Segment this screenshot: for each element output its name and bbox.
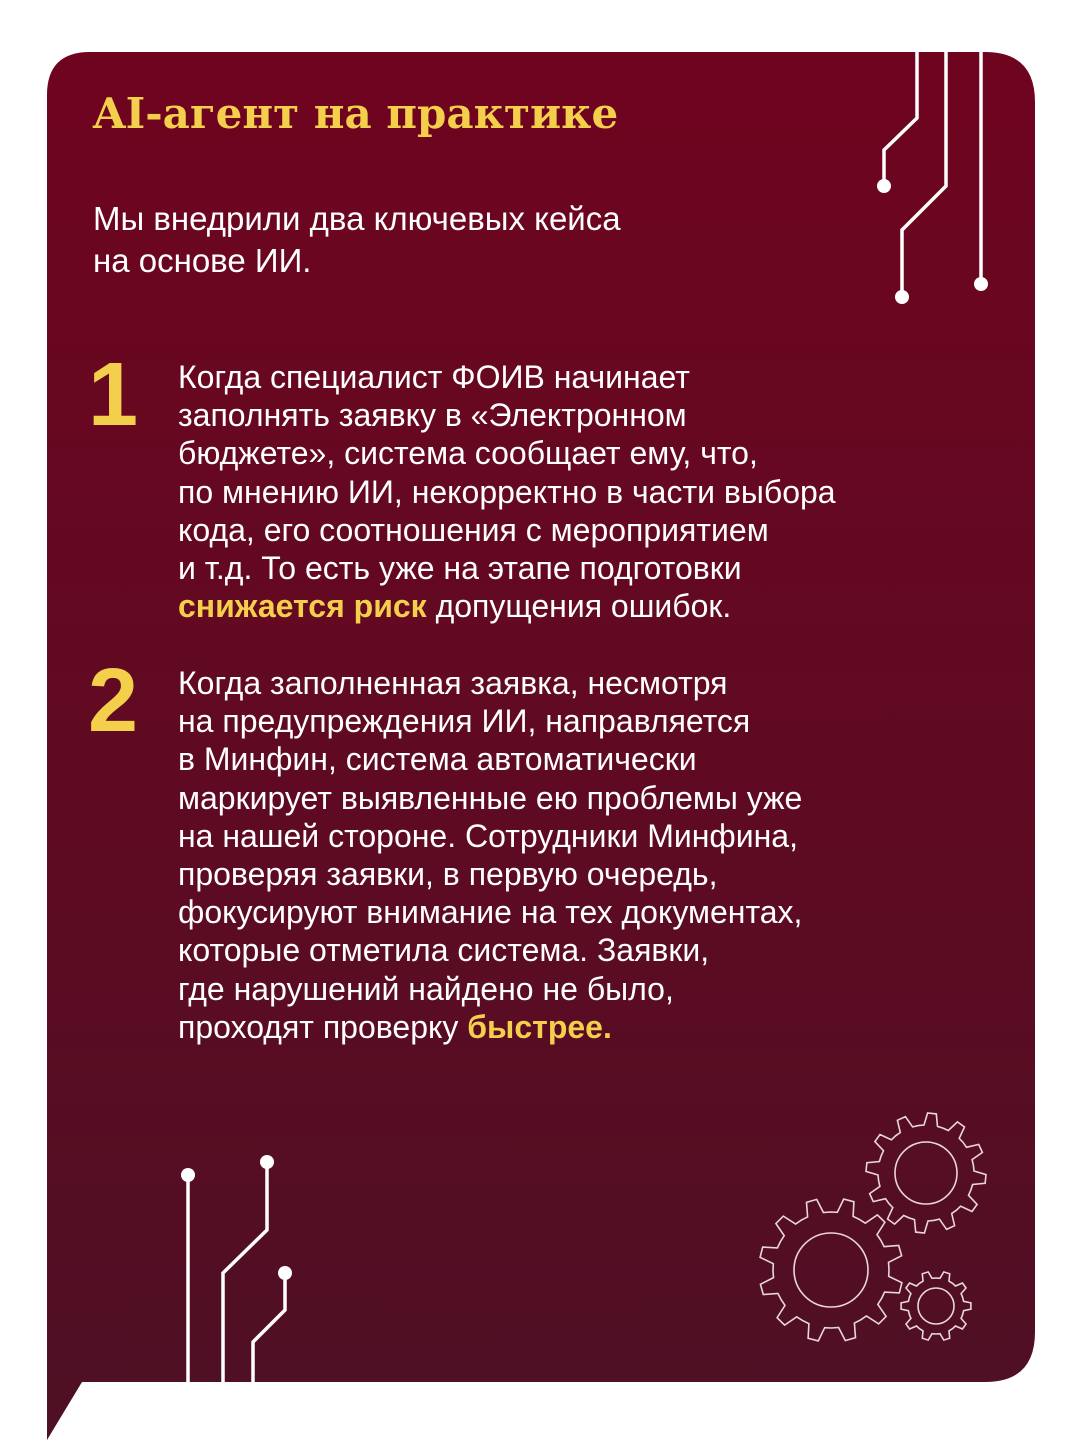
item-number-2: 2 — [88, 651, 139, 751]
item-line: Когда заполненная заявка, несмотря — [178, 665, 728, 701]
intro-text — [93, 198, 621, 282]
item-number-1: 1 — [88, 345, 139, 445]
highlight-risk-reduced: снижается риск — [178, 588, 427, 625]
item-line: на нашей стороне. Сотрудники Минфина, — [178, 817, 798, 854]
item-line: которые отметила система. Заявки, — [178, 932, 710, 969]
item-line: по мнению ИИ, некорректно в части выбора — [178, 473, 836, 510]
item-line: где нарушений найдено не было, — [178, 970, 674, 1007]
item-line-rest: допущения ошибок. — [426, 588, 732, 625]
item-line: маркирует выявленные ею проблемы уже — [178, 779, 803, 816]
item-line — [178, 587, 836, 625]
intro-line: Мы внедрили два ключевых кейса — [93, 200, 621, 237]
item-line-rest: проходят проверку — [178, 1008, 468, 1045]
item-line: бюджете», система сообщает ему, что, — [178, 435, 758, 472]
item-line: заполнять заявку в «Электронном — [178, 397, 687, 434]
item-2-text — [178, 664, 802, 1046]
item-line: проверяя заявки, в первую очередь, — [178, 856, 718, 893]
item-line: кода, его соотношения с мероприятием — [178, 511, 769, 548]
highlight-faster: быстрее. — [467, 1008, 612, 1045]
item-line: и т.д. То есть уже на этапе подготовки — [178, 550, 742, 587]
intro-line: на основе ИИ. — [93, 242, 312, 279]
item-line: фокусируют внимание на тех документах, — [178, 894, 803, 931]
item-1-text — [178, 358, 836, 625]
page-title: AI-агент на практике — [93, 89, 619, 138]
item-line: в Минфин, система автоматически — [178, 741, 697, 778]
item-line: Когда специалист ФОИВ начинает — [178, 359, 690, 395]
item-line: на предупреждения ИИ, направляется — [178, 703, 751, 740]
item-line — [178, 1008, 802, 1046]
